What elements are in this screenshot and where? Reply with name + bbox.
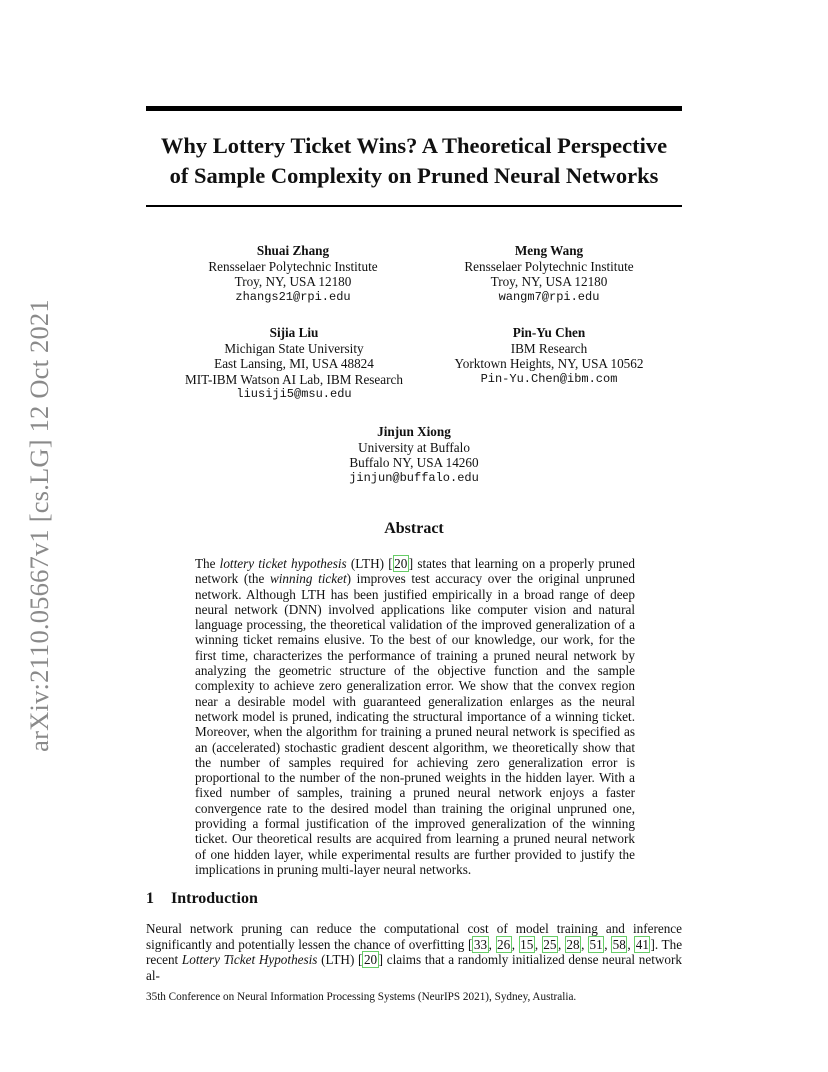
author-address: Buffalo NY, USA 14260: [349, 455, 479, 470]
paper-title-line-1: Why Lottery Ticket Wins? A Theoretical Perspective: [160, 133, 668, 158]
citation-link[interactable]: 25: [543, 936, 557, 952]
abstract-text: (LTH): [346, 556, 389, 571]
arxiv-identifier-stamp: [16, 290, 62, 760]
citation-link[interactable]: 41: [635, 936, 649, 952]
arxiv-identifier-text: arXiv:2110.05667v1 [cs.LG] 12 Oct 2021: [23, 298, 54, 752]
citation-link[interactable]: 58: [612, 936, 626, 952]
citation-link[interactable]: 26: [497, 936, 511, 952]
author-block: [420, 325, 678, 387]
author-affiliation: Rensselaer Polytechnic Institute: [464, 258, 634, 274]
author-block: [420, 243, 678, 305]
author-affiliation-secondary: MIT-IBM Watson AI Lab, IBM Research: [185, 371, 403, 387]
author-address: Troy, NY, USA 12180: [490, 274, 608, 289]
abstract-body: [195, 556, 635, 877]
winning-ticket-term: winning ticket: [269, 571, 347, 587]
abstract-heading: Abstract: [384, 520, 444, 537]
author-address: East Lansing, MI, USA 48824: [214, 356, 374, 371]
citation-link[interactable]: 20: [394, 556, 408, 571]
conference-footnote: 35th Conference on Neural Information Processing Systems (NeurIPS 2021), Sydney, Australia.: [146, 991, 577, 1003]
author-address: Yorktown Heights, NY, USA 10562: [454, 356, 644, 371]
author-address: Troy, NY, USA 12180: [234, 274, 352, 289]
author-email: liusiji5@msu.edu: [236, 387, 352, 401]
abstract-paragraph: The lottery ticket hypothesis (LTH) [ 20 ] states that learning on a properly pruned network (the winning ticket) improves test accuracy over the original unpruned network. Although LTH has been justified empirically in a broad range of deep neural network (DNN) involved applications like computer vision and natural language processing, the theoretical validation of the improved generalization of a winning ticket remains elusive. To the best of our knowledge, our work, for the first time, characterizes the performance of training a pruned neural network by analyzing the geometric structure of the objective function and the sample complexity to achieve zero generalization error. We show that the convex region near a desirable model with guaranteed generalization enlarges as the neural network model is pruned, indicating the structural importance of a winning ticket. Moreover, when the algorithm for training a pruned neural network is specified as an (accelerated) stochastic gradient descent algorithm, we theoretically show that the number of samples required for achieving zero generalization error is proportional to the number of the non-pruned weights in the hidden layer. With a fixed number of samples, training a pruned neural network enjoys a faster convergence rate to the desired model than training the original unpruned one, providing a formal justification of the improved generalization of the winning ticket. Our theoretical results are acquired from learning a pruned neural network of one hidden layer, while experimental results are further provided to justify the implications in pruning multi-layer neural networks.: [195, 556, 636, 877]
author-email: Pin-Yu.Chen@ibm.com: [480, 371, 618, 386]
paper-title: [146, 131, 682, 191]
lth-term: Lottery Ticket Hypothesis: [181, 952, 318, 967]
section-title: Introduction: [171, 890, 258, 907]
author-block: [170, 243, 416, 305]
introduction-paragraph: Neural network pruning can reduce the computational cost of model training and inference significantly and potentially lessen the chance of overfitting [ 33 , 26 , 15 , 25 , 28 , 51 , 58 , 41 ]. The recent Lottery Ticket Hypothesis (LTH) [ 20 ] claims that a randomly initialized dense neural network al-: [146, 921, 683, 983]
author-affiliation: IBM Research: [510, 340, 588, 356]
title-bottom-rule: [146, 205, 682, 207]
introduction-body: [146, 921, 682, 983]
author-name: Meng Wang: [514, 243, 584, 258]
abstract-text: ) improves test accuracy over the original unpruned network. Although LTH has been justified empirically in a broad range of deep neural network (DNN) involved applications like computer vision and natural language processing, the theoretical validation of the improved generalization of a winning ticket remains elusive. To the best of our knowledge, our work, for the first time, characterizes the performance of training a pruned neural network by analyzing the geometric structure of the objective function and the sample complexity to achieve zero generalization error. We show that the convex region near a desirable model with guaranteed generalization enlarges as the neural network model is pruned, indicating the structural importance of a winning ticket. Moreover, when the algorithm for training a pruned neural network is specified as an (accelerated) stochastic gradient descent algorithm, we theoretically show that the number of samples required for achieving zero generalization error is proportional to the number of the non-pruned weights in the hidden layer. With a fixed number of samples, training a pruned neural network enjoys a faster convergence rate to the desired model than training the original unpruned one, providing a formal justification of the improved generalization of the winning ticket. Our theoretical results are acquired from learning a pruned neural network of one hidden layer, while experimental results are further provided to justify the implications in pruning multi-layer neural networks.: [195, 571, 636, 877]
author-name: Sijia Liu: [269, 325, 319, 340]
author-email: jinjun@buffalo.edu: [349, 470, 479, 485]
intro-text: ]. The recent: [146, 936, 683, 967]
citation-link[interactable]: 51: [589, 936, 603, 952]
paper-title-line-2: of Sample Complexity on Pruned Neural Networks: [169, 163, 659, 188]
abstract-text: The: [195, 556, 220, 571]
author-affiliation: Rensselaer Polytechnic Institute: [208, 258, 378, 274]
lth-term: lottery ticket hypothesis: [219, 556, 347, 571]
author-email: zhangs21@rpi.edu: [235, 289, 351, 304]
intro-text: (LTH): [317, 952, 359, 967]
author-affiliation: Michigan State University: [224, 340, 364, 356]
author-block: [160, 325, 428, 403]
intro-text: claims that a randomly initialized dense neural network al-: [146, 952, 682, 983]
author-name: Pin-Yu Chen: [512, 325, 586, 340]
citation-link[interactable]: 15: [520, 936, 534, 952]
author-block: [284, 424, 544, 486]
abstract-text: states that learning on a properly pruned network (the: [195, 556, 635, 587]
section-heading-introduction: [146, 890, 258, 908]
section-number: 1: [146, 890, 154, 907]
citation-link[interactable]: 28: [566, 936, 580, 952]
author-name: Jinjun Xiong: [377, 424, 451, 439]
author-affiliation: University at Buffalo: [358, 439, 470, 455]
intro-text: Neural network pruning can reduce the computational cost of model training and inference significantly and potentially lessen the chance of overfitting [: [146, 921, 682, 952]
author-email: wangm7@rpi.edu: [498, 289, 600, 304]
author-name: Shuai Zhang: [256, 243, 330, 258]
citation-link[interactable]: 20: [363, 952, 378, 967]
title-top-rule: [146, 106, 682, 111]
citation-link[interactable]: 33: [473, 936, 488, 952]
